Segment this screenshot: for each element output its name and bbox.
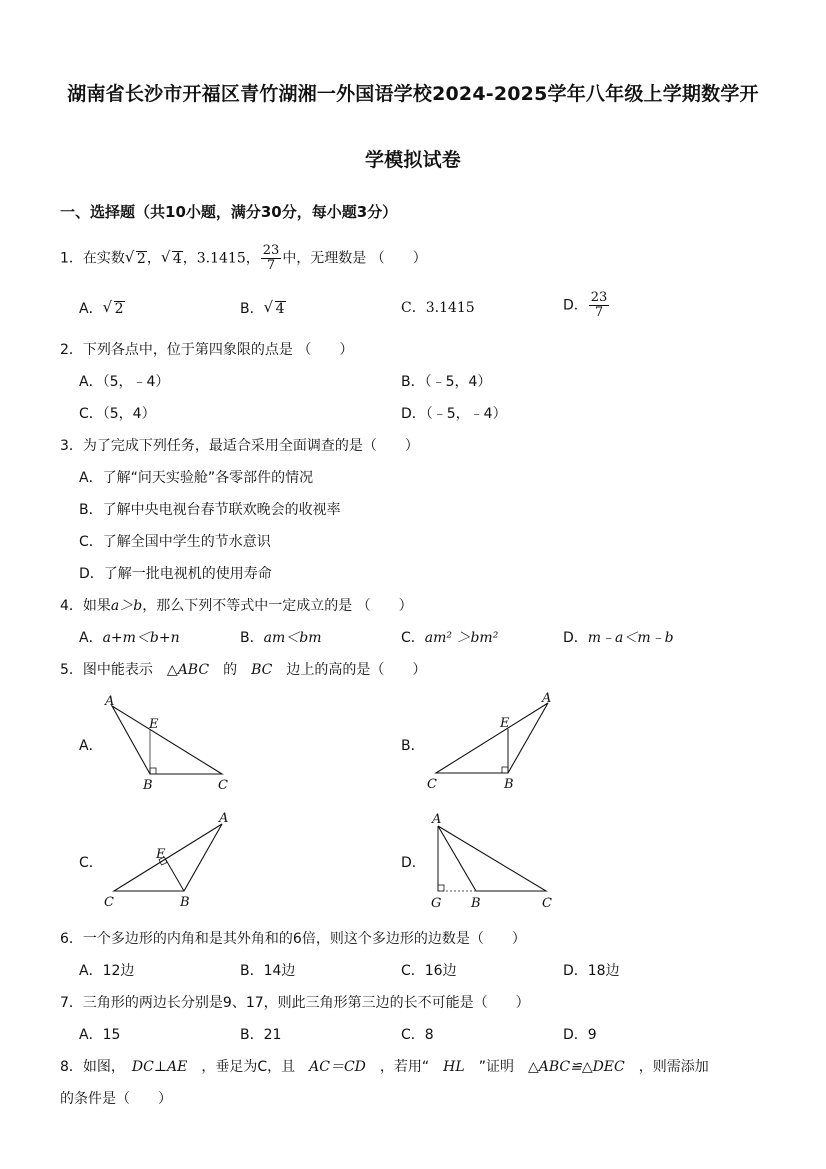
q2-option-d: D．（﹣5，﹣4） bbox=[401, 406, 507, 422]
q6-option-c: C．16边 bbox=[401, 963, 457, 979]
figa-label-b: B bbox=[143, 778, 153, 793]
sqrt-4: √ 4 bbox=[161, 249, 183, 268]
figb-label-c: C bbox=[427, 777, 437, 792]
q4-option-c: C．am² ＞bm² bbox=[401, 630, 499, 646]
paper-title-line1: 湖南省长沙市开福区青竹湖湘一外国语学校2024-2025学年八年级上学期数学开 bbox=[67, 83, 759, 105]
q1-option-d: D． $\frac{23}{7}$ bbox=[563, 290, 608, 320]
q3-option-c: C．了解全国中学生的节水意识 bbox=[79, 534, 271, 550]
question-5-stem: 5．图中能表示 △ABC 的 BC 边上的高的是（ ） bbox=[60, 662, 427, 678]
q2-option-c: C．（5，4） bbox=[79, 406, 156, 422]
q1-sep2: ，3.1415， bbox=[182, 250, 260, 267]
q3-option-a: A．了解“问天实验舱”各零部件的情况 bbox=[79, 470, 314, 486]
paper-title-line2: 学模拟试卷 bbox=[364, 149, 461, 171]
question-2-stem: 2．下列各点中，位于第四象限的点是 （ ） bbox=[60, 342, 354, 358]
q4-option-a: A．a+m＜b+n bbox=[79, 630, 180, 646]
q7-option-b: B．21 bbox=[240, 1027, 282, 1043]
q5-option-c-label: C． bbox=[79, 855, 103, 871]
figa-label-e: E bbox=[149, 717, 159, 732]
fraction-23-7: $\frac{23}{7}$ bbox=[262, 243, 280, 273]
q1-sep1: ， bbox=[146, 250, 161, 267]
figa-label-a: A bbox=[105, 694, 115, 709]
q5-figure-c bbox=[100, 808, 240, 913]
q1-option-b: B．√ 4 bbox=[240, 299, 286, 318]
figc-label-c: C bbox=[104, 895, 114, 910]
figc-label-b: B bbox=[180, 895, 190, 910]
q7-option-c: C．8 bbox=[401, 1027, 434, 1043]
q6-option-b: B．14边 bbox=[240, 963, 296, 979]
question-6-stem: 6．一个多边形的内角和是其外角和的6倍，则这个多边形的边数是（ ） bbox=[60, 931, 526, 947]
q1-option-a: A．√ 2 bbox=[79, 299, 125, 318]
question-8-stem-line2: 的条件是（ ） bbox=[60, 1091, 172, 1107]
q5-figure-d bbox=[420, 808, 565, 913]
q2-option-a: A．（5，﹣4） bbox=[79, 374, 170, 390]
question-1-stem bbox=[60, 244, 427, 273]
q4-option-b: B．am＜bm bbox=[240, 630, 322, 646]
q4-option-d: D．m﹣a＜m﹣b bbox=[563, 630, 674, 646]
q3-option-b: B．了解中央电视台春节联欢晚会的收视率 bbox=[79, 502, 341, 518]
question-7-stem: 7．三角形的两边长分别是9、17，则此三角形第三边的长不可能是（ ） bbox=[60, 995, 530, 1011]
q5-option-a-label: A． bbox=[79, 738, 103, 754]
q5-figure-b bbox=[420, 687, 560, 795]
figd-label-a: A bbox=[432, 812, 442, 827]
figb-label-b: B bbox=[504, 777, 514, 792]
figd-label-c: C bbox=[542, 896, 552, 911]
question-4-stem: 4．如果a＞b，那么下列不等式中一定成立的是 （ ） bbox=[60, 598, 413, 614]
q1-post: 中，无理数是 （ ） bbox=[282, 250, 427, 267]
q1-pre: 1．在实数 bbox=[60, 250, 125, 267]
figd-label-g: G bbox=[431, 896, 442, 911]
figb-label-e: E bbox=[500, 716, 510, 731]
q2-option-b: B．（﹣5，4） bbox=[401, 374, 492, 390]
question-8-stem: 8．如图， DC⊥AE ，垂足为C，且 AC＝CD ，若用“ HL ”证明 △ABC≌△DEC ，则需添加 bbox=[60, 1059, 709, 1075]
figa-label-c: C bbox=[218, 778, 228, 793]
q6-option-d: D．18边 bbox=[563, 963, 620, 979]
figd-label-b: B bbox=[471, 896, 481, 911]
figc-label-a: A bbox=[219, 811, 229, 826]
q7-option-d: D．9 bbox=[563, 1027, 597, 1043]
q5-option-b-label: B． bbox=[401, 738, 425, 754]
q6-option-a: A．12边 bbox=[79, 963, 135, 979]
figb-label-a: A bbox=[542, 691, 552, 706]
q5-option-d-label: D． bbox=[401, 855, 426, 871]
q1-option-c: C．3.1415 bbox=[401, 300, 475, 316]
q3-option-d: D．了解一批电视机的使用寿命 bbox=[79, 566, 272, 582]
q7-option-a: A．15 bbox=[79, 1027, 121, 1043]
sqrt-2: √ 2 bbox=[125, 249, 147, 268]
question-3-stem: 3．为了完成下列任务，最适合采用全面调查的是（ ） bbox=[60, 438, 419, 454]
figc-label-e: E bbox=[156, 847, 166, 862]
section-heading: 一、选择题（共10小题，满分30分，每小题3分） bbox=[60, 203, 398, 221]
q5-figure-a bbox=[100, 690, 240, 795]
